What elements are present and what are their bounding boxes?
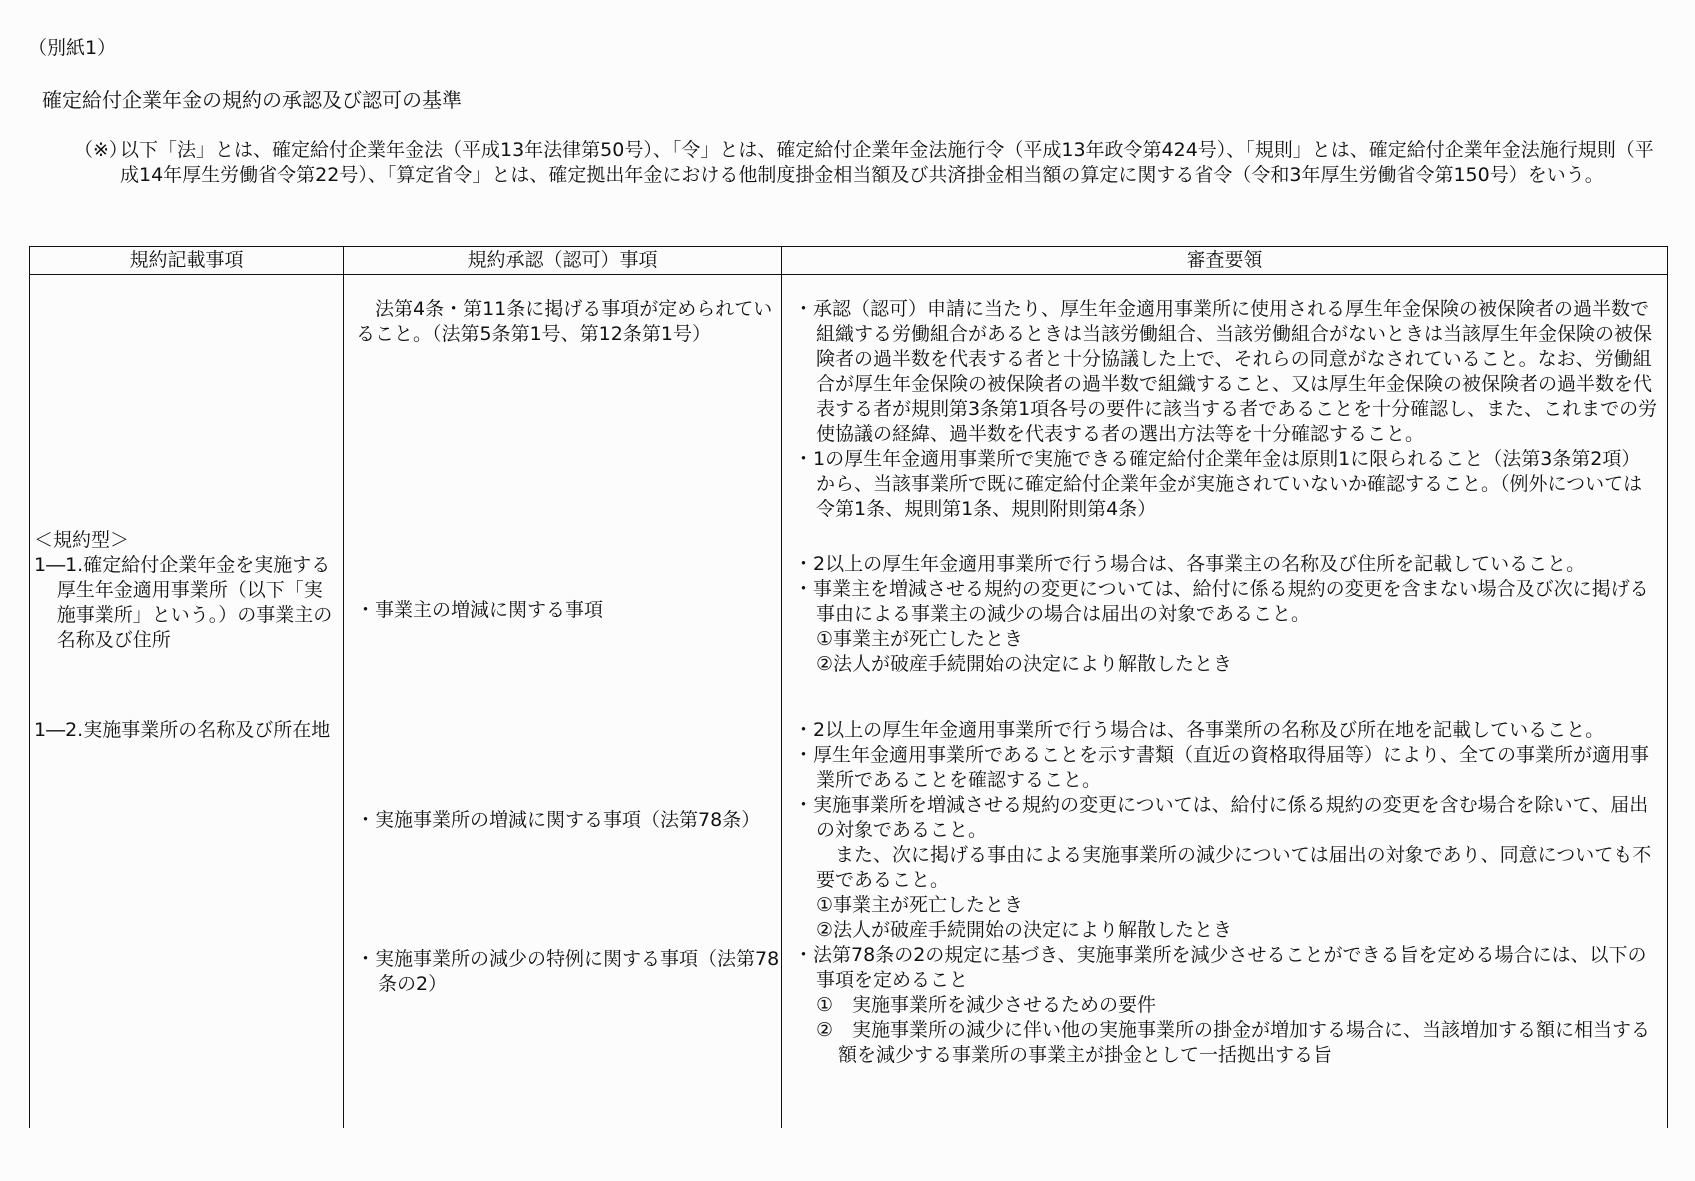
table-header-row: [30, 247, 1668, 275]
annex-label: （別紙1）: [28, 37, 117, 59]
approval-item: 法第4条・第11条に掲げる事項が定められていること。（法第5条第1号、第12条第1号）: [356, 298, 773, 345]
approval-item: ・事業主の増減に関する事項: [356, 599, 604, 621]
note-mark: （※）: [74, 139, 128, 161]
bullet: ・: [356, 948, 376, 970]
review-group-2: [794, 552, 1658, 677]
rule-item-text: 確定給付企業年金を実施する厚生年金適用事業所（以下「実施事業所」という。）の事業主の名称及び住所: [56, 554, 333, 651]
bullet: ・: [794, 944, 814, 966]
review-subitem: また、次に掲げる事由による実施事業所の減少については届出の対象であり、同意についても不要であること。: [816, 844, 1652, 891]
rule-item-1-2: [34, 718, 363, 743]
review-subitem: ①事業主が死亡したとき: [816, 628, 1024, 650]
bullet: ・: [794, 794, 814, 816]
review-group-1: [794, 297, 1658, 522]
bullet: ・: [794, 578, 814, 600]
header-review-guidelines: 審査要領: [782, 247, 1668, 275]
review-item: ・実施事業所を増減させる規約の変更については、給付に係る規約の変更を含む場合を除いて、届出の対象であること。: [794, 794, 1649, 841]
note-text: 以下「法」とは、確定給付企業年金法（平成13年法律第50号）、「令」とは、確定給付企業年金法施行令（平成13年政令第424号）、「規則」とは、確定給付企業年金法施行規則（平成14年厚生労働省令第22号）、「算定省令」とは、確定拠出年金における他制度掛金相当額及び共済掛金相当額の算定に関する省令（令和3年厚生労働省令第150号）をいう。: [120, 139, 1654, 186]
rule-item-number: 1―1.: [34, 554, 84, 576]
criteria-table: [29, 246, 1668, 1128]
rule-item-text: 実施事業所の名称及び所在地: [83, 719, 331, 741]
review-group-3: [794, 718, 1658, 1068]
rule-item-1-1: [34, 553, 340, 653]
review-item: ・2以上の厚生年金適用事業所で行う場合は、各事業主の名称及び住所を記載していること。: [794, 553, 1586, 575]
bullet: ・: [794, 553, 814, 575]
review-subitem: ① 実施事業所を減少させるための要件: [816, 994, 1157, 1016]
approval-items-cell: [344, 275, 782, 1129]
rule-item-number: 1―2.: [34, 719, 84, 741]
review-item: ・承認（認可）申請に当たり、厚生年金適用事業所に使用される厚生年金保険の被保険者の過半数で組織する労働組合があるときは当該労働組合、当該労働組合がないときは当該厚生年金保険の被保険者の過半数を代表する者と十分協議した上で、それらの同意がなされていること。なお、労働組合が厚生年金保険の被保険者の過半数で組織すること、又は厚生年金保険の被保険者の過半数を代表する者が規則第3条第1項各号の要件に該当する者であることを十分確認し、また、これまでの労使協議の経緯、過半数を代表する者の選出方法等を十分確認すること。: [794, 298, 1658, 445]
approval-item: ・実施事業所の減少の特例に関する事項（法第78条の2）: [356, 948, 780, 995]
rule-items-cell: [30, 275, 344, 1129]
review-subitem: ② 実施事業所の減少に伴い他の実施事業所の掛金が増加する場合に、当該増加する額に相当する額を減少する事業所の事業主が掛金として一括拠出する旨: [816, 1019, 1651, 1066]
bullet: ・: [794, 448, 814, 470]
review-guidelines-cell: [782, 275, 1668, 1129]
bullet: ・: [794, 744, 814, 766]
review-item: ・厚生年金適用事業所であることを示す書類（直近の資格取得届等）により、全ての事業所が適用事業所であることを確認すること。: [794, 744, 1650, 791]
bullet: ・: [356, 809, 376, 831]
definitions-note: [74, 138, 1664, 188]
section-label: ＜規約型＞: [34, 529, 130, 551]
review-subitem: ②法人が破産手続開始の決定により解散したとき: [816, 653, 1233, 675]
review-subitem: ①事業主が死亡したとき: [816, 894, 1024, 916]
header-rule-items: 規約記載事項: [30, 247, 344, 275]
bullet: ・: [356, 599, 376, 621]
table-row: [30, 275, 1668, 1129]
rule-item-group: [34, 528, 340, 653]
bullet: ・: [794, 298, 814, 320]
approval-item: ・実施事業所の増減に関する事項（法第78条）: [356, 809, 761, 831]
review-item: ・1の厚生年金適用事業所で実施できる確定給付企業年金は原則1に限られること（法第3条第2項）から、当該事業所で既に確定給付企業年金が実施されていないか確認すること。（例外については令第1条、規則第1条、規則附則第4条）: [794, 448, 1643, 520]
bullet: ・: [794, 719, 814, 741]
header-approval-items: 規約承認（認可）事項: [344, 247, 782, 275]
document-title: 確定給付企業年金の規約の承認及び認可の基準: [42, 88, 462, 112]
review-item: ・2以上の厚生年金適用事業所で行う場合は、各事業所の名称及び所在地を記載していること。: [794, 719, 1605, 741]
review-item: ・法第78条の2の規定に基づき、実施事業所を減少させることができる旨を定める場合には、以下の事項を定めること: [794, 944, 1647, 991]
review-subitem: ②法人が破産手続開始の決定により解散したとき: [816, 919, 1233, 941]
review-item: ・事業主を増減させる規約の変更については、給付に係る規約の変更を含まない場合及び次に掲げる事由による事業主の減少の場合は届出の対象であること。: [794, 578, 1649, 625]
